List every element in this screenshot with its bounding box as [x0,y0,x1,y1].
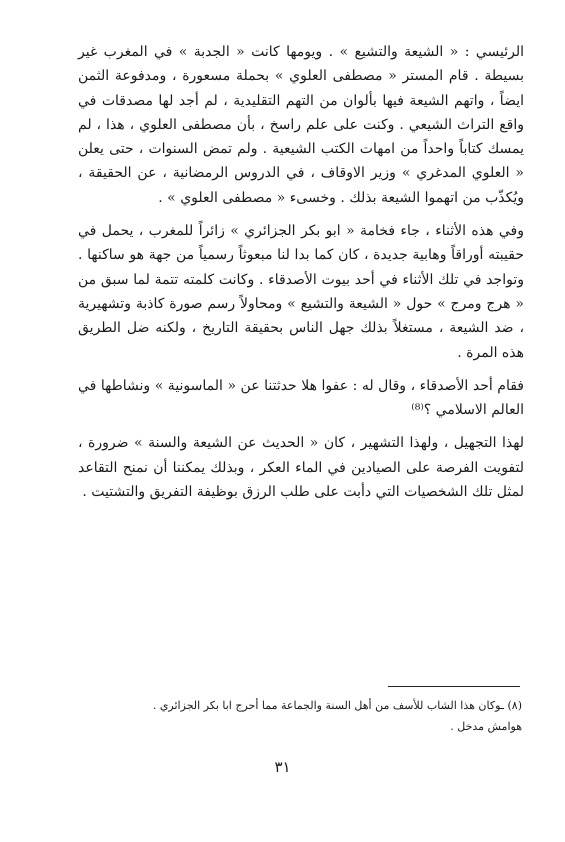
page-number: ٣١ [274,758,291,776]
footnote [120,695,522,737]
main-text [78,40,524,513]
paragraph-4: لهذا التجهيل ، ولهذا التشهير ، كان « الحديث عن الشيعة والسنة » ضرورة ، لتفويت الفرصة على الصيادين في الماء العكر ، وبذلك يمكننا أن نمنح التقاعد لمثل تلك الشخصيات التي دأبت على طلب الرزق بوظيفة التفريق والتشتيت . [78,435,524,501]
paragraph-2: وفي هذه الأثناء ، جاء فخامة « ابو بكر الجزائري » زائراً للمغرب ، يحمل في حقيبته أوراقاً وهابية جديدة ، كان كما بدا لنا مبعوثاً رسمياً من جهة هو ساكنها . وتواجد في تلك الأثناء في أحد بيوت الأصدقاء . وكانت كلمته تتمة لما سبق من « هرج ومرج » حول « الشيعة والتشيع » ومحاولاً رسم صورة كاذبة وتشهيرية ، ضد الشيعة ، مستغلاً بذلك جهل الناس بحقيقة التاريخ ، ولكنه ضل الطريق هذه المرة . [78,223,524,361]
paragraph-1: الرئيسي : « الشيعة والتشيع » . ويومها كانت « الجدبة » في المغرب غير بسيطة . قام المستر « مصطفى العلوي » بحملة مسعورة ، ومدفوعة الثمن ايضاً ، واتهم الشيعة فيها بألوان من التهم التقليدية ، لم أجد لها مصدقات في واقع التراث الشيعي . وكنت على علم راسخ ، بأن مصطفى العلوي ، هذا ، لم يمسك كتاباً واحداً من امهات الكتب الشيعية . ولم تمض السنوات ، حتى يعلن « العلوي المدغري » وزير الاوقاف ، في الدروس الرمضانية ، عن الحقيقة ، ويُكذّب من اتهموا الشيعة بذلك . وخسىء « مصطفى العلوي » . [78,44,524,206]
footnote-line-2: هوامش مدخل . [450,720,522,733]
paragraph-3: فقام أحد الأصدقاء ، وقال له : عفوا هلا حدثتنا عن « الماسونية » ونشاطها في العالم الاسلامي ؟⁽⁸⁾ [78,377,524,419]
footnote-line-1: (٨) ـوكان هذا الشاب للأسف من أهل السنة والجماعة مما أحرج ابا بكر الجزائري . [152,699,522,712]
footnote-divider [388,686,520,687]
